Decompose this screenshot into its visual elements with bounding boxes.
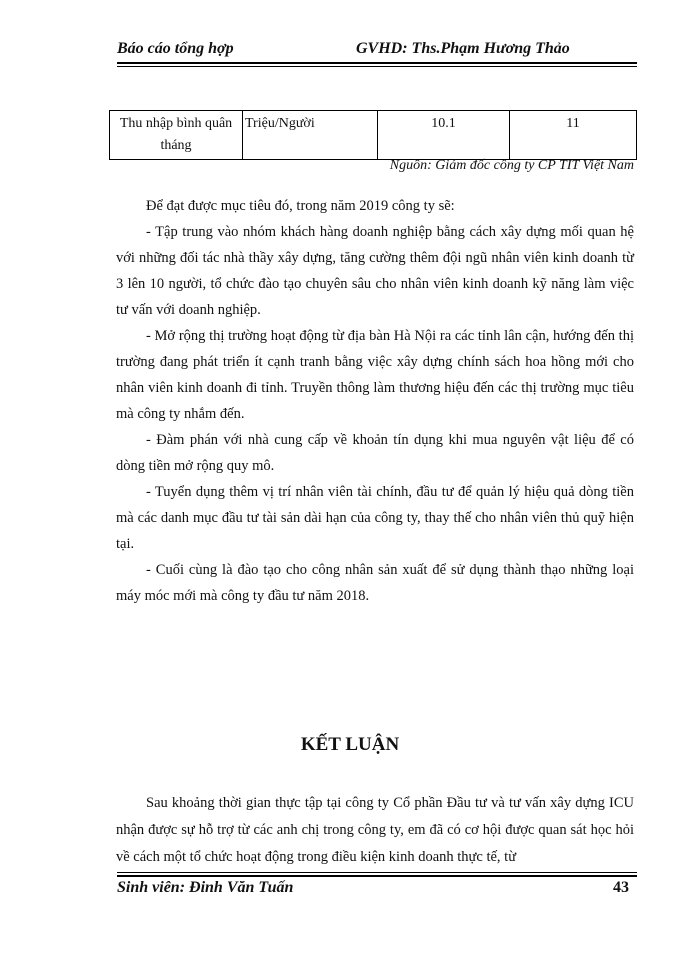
paragraph-bullet-3: - Đàm phán với nhà cung cấp về khoản tín dụng khi mua nguyên vật liệu để có dòng tiền mở rộng quy mô. [116, 432, 634, 474]
paragraph-bullet-2: - Mở rộng thị trường hoạt động từ địa bàn Hà Nội ra các tỉnh lân cận, hướng đến thị trường đang phát triển ít cạnh tranh bằng việc xây dựng chính sách hoa hồng mới cho nhân viên kinh doanh đi tỉnh. Truyền thông làm thương hiệu đến các thị trường mục tiêu mà công ty nhắm đến. [116, 328, 634, 422]
table-cell-2019: 11 [510, 111, 637, 160]
table-cell-2018: 10.1 [378, 111, 510, 160]
paragraph-bullet-4: - Tuyển dụng thêm vị trí nhân viên tài chính, đầu tư để quản lý hiệu quả dòng tiền mà các danh mục đầu tư tài sản dài hạn của công ty, thay thế cho nhân viên thủ quỹ hiện tại. [116, 484, 634, 552]
paragraph-intro: Để đạt được mục tiêu đó, trong năm 2019 công ty sẽ: [146, 198, 455, 214]
paragraph-bullet-1: - Tập trung vào nhóm khách hàng doanh nghiệp bằng cách xây dựng mối quan hệ với những đối tác nhà thầy xây dựng, tăng cường thêm đội ngũ nhân viên kinh doanh từ 3 lên 10 người, tổ chức đào tạo chuyên sâu cho nhân viên kinh doanh kỹ năng làm việc tư vấn với doanh nghiệp. [116, 224, 634, 318]
page-footer [117, 872, 637, 902]
table-cell-unit: Triệu/Người [243, 111, 378, 160]
footer-rule [117, 875, 637, 877]
page-number: 43 [613, 879, 629, 896]
table-source-note: Nguồn: Giám đốc công ty CP TIT Việt Nam [389, 158, 634, 173]
income-table [109, 110, 637, 160]
header-report-title: Báo cáo tổng hợp [117, 40, 234, 57]
header-rule [117, 62, 637, 64]
header-rule-thin [117, 66, 637, 67]
footer-student-name: Sinh viên: Đinh Văn Tuấn [117, 879, 294, 896]
footer-rule-thin [117, 872, 637, 873]
table-row [110, 111, 637, 160]
paragraph-bullet-5: - Cuối cùng là đào tạo cho công nhân sản xuất để sử dụng thành thạo những loại máy móc mới mà công ty đầu tư năm 2018. [116, 562, 634, 604]
conclusion-title: KẾT LUẬN [300, 734, 400, 755]
conclusion-paragraph: Sau khoảng thời gian thực tập tại công ty Cổ phần Đầu tư và tư vấn xây dựng ICU nhận được sự hỗ trợ từ các anh chị trong công ty, em đã có cơ hội được quan sát học hỏi về cách một tổ chức hoạt động trong điều kiện kinh doanh thực tế, từ [116, 795, 634, 865]
table-cell-label: Thu nhập bình quân tháng [110, 111, 243, 160]
page-header [117, 40, 637, 66]
header-supervisor: GVHD: Ths.Phạm Hương Thảo [356, 40, 570, 57]
